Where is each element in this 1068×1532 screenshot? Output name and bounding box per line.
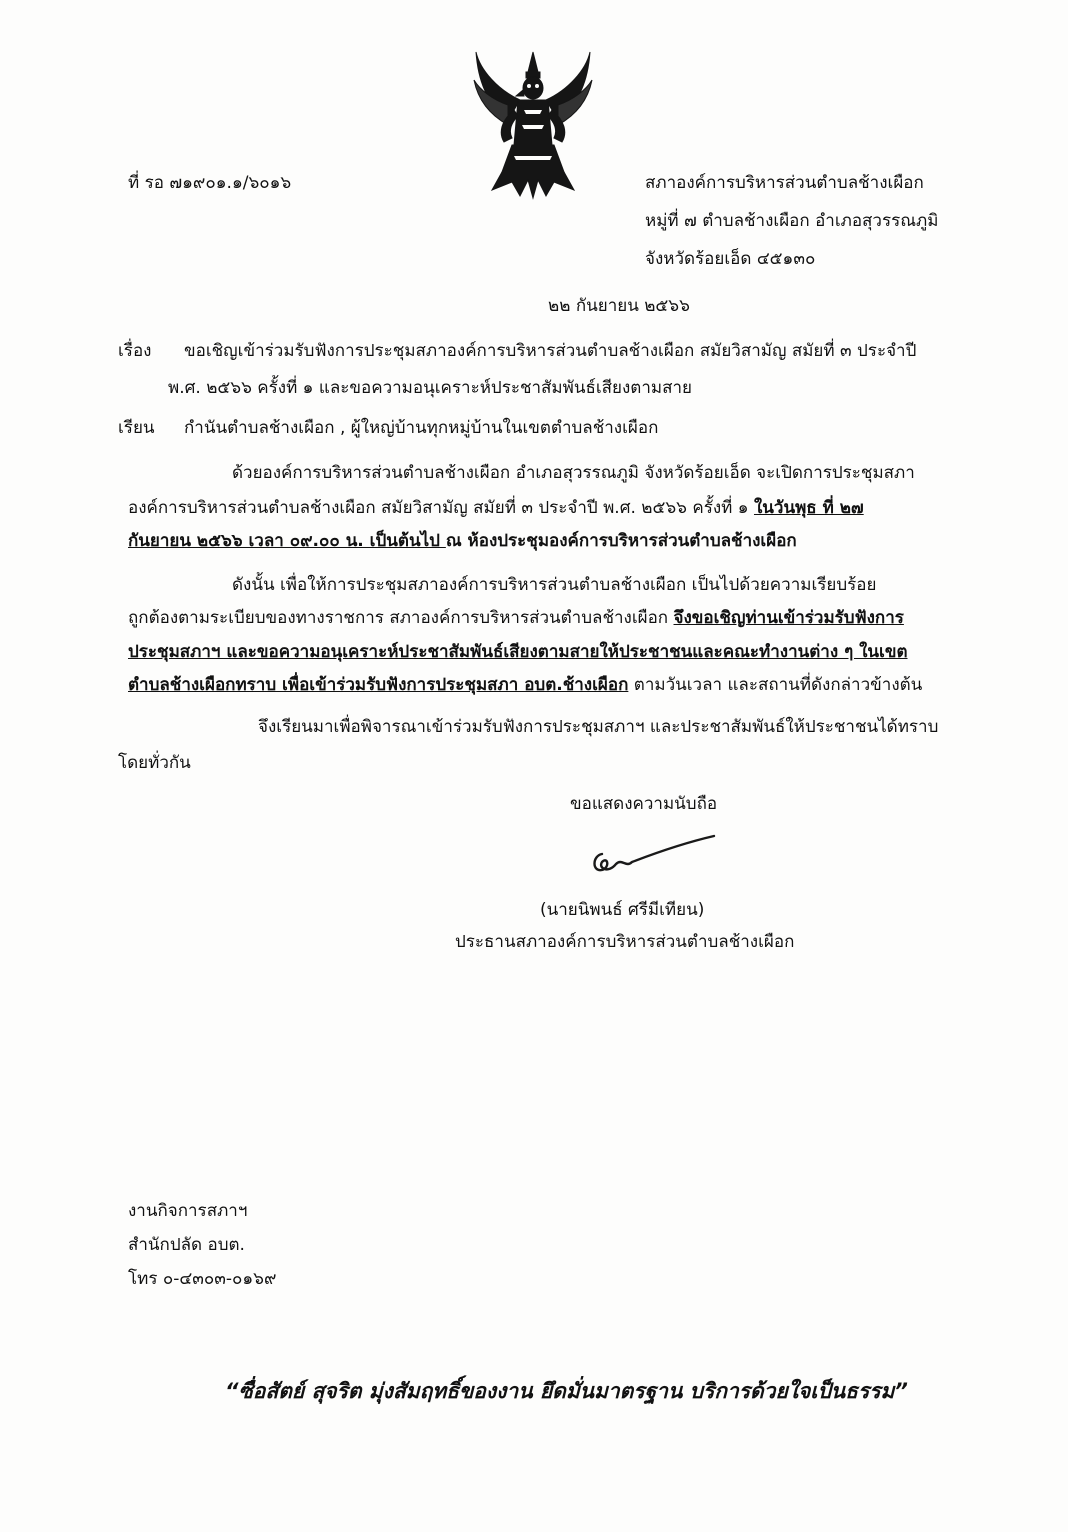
org-name: สภาองค์การบริหารส่วนตำบลช้างเผือก [645, 173, 924, 193]
letter-date: ๒๒ กันยายน ๒๕๖๖ [548, 296, 690, 316]
body-p3-line-2: โดยทั่วกัน [118, 753, 191, 773]
org-address-line: หมู่ที่ ๗ ตำบลช้างเผือก อำเภอสุวรรณภูมิ [645, 211, 939, 231]
footer-phone: โทร ๐-๔๓๐๓-๐๑๖๙ [128, 1269, 277, 1289]
meeting-time-emphasis: กันยายน ๒๕๖๖ เวลา ๐๙.๐๐ น. เป็นต้นไป [128, 531, 446, 551]
org-province-line: จังหวัดร้อยเอ็ด ๔๕๑๓๐ [645, 249, 816, 269]
invitation-emphasis-2: ประชุมสภาฯ และขอความอนุเคราะห์ประชาสัมพันธ์เสียงตามสายให้ประชาชนและคณะทำงานต่าง ๆ ในเขต [128, 642, 908, 662]
body-p3-line-1: จึงเรียนมาเพื่อพิจารณาเข้าร่วมรับฟังการประชุมสภาฯ และประชาสัมพันธ์ให้ประชาชนได้ทราบ [258, 717, 939, 737]
recipient-label: เรียน [118, 418, 155, 438]
body-p2-line-1: ดังนั้น เพื่อให้การประชุมสภาองค์การบริหารส่วนตำบลช้างเผือก เป็นไปด้วยความเรียบร้อย [232, 575, 877, 595]
organization-motto: “ซื่อสัตย์ สุจริต มุ่งสัมฤทธิ์ของงาน ยึดมั่นมาตรฐาน บริการด้วยใจเป็นธรรม” [225, 1379, 908, 1403]
body-p2-line-2-text: ถูกต้องตามระเบียบของทางราชการ สภาองค์การบริหารส่วนตำบลช้างเผือก [128, 608, 674, 628]
closing-regards: ขอแสดงความนับถือ [570, 794, 718, 814]
subject-line-1: ขอเชิญเข้าร่วมรับฟังการประชุมสภาองค์การบริหารส่วนตำบลช้างเผือก สมัยวิสามัญ สมัยที่ ๓ ประจำปี [184, 341, 917, 361]
invitation-emphasis-1: จึงขอเชิญท่านเข้าร่วมรับฟังการ [673, 608, 904, 628]
subject-label: เรื่อง [118, 341, 152, 361]
subject-line-2: พ.ศ. ๒๕๖๖ ครั้งที่ ๑ และขอความอนุเคราะห์ประชาสัมพันธ์เสียงตามสาย [168, 378, 692, 398]
reference-number: ที่ รอ ๗๑๙๐๑.๑/๖๐๑๖ [128, 173, 292, 193]
body-p1-line-2 [128, 497, 864, 519]
body-p1-line-3 [128, 530, 797, 552]
recipient-text: กำนันตำบลช้างเผือก , ผู้ใหญ่บ้านทุกหมู่บ้านในเขตตำบลช้างเผือก [184, 418, 659, 438]
organization-address [645, 172, 938, 286]
signature-icon [588, 832, 718, 882]
meeting-place: ณ ห้องประชุมองค์การบริหารส่วนตำบลช้างเผือก [445, 531, 797, 551]
signer-name: (นายนิพนธ์ ศรีมีเทียน) [540, 900, 705, 920]
body-p1-line-2-text: องค์การบริหารส่วนตำบลช้างเผือก สมัยวิสามัญ สมัยที่ ๓ ประจำปี พ.ศ. ๒๕๖๖ ครั้งที่ ๑ [128, 498, 754, 518]
body-p2-line-2 [128, 607, 904, 629]
body-p1-line-1: ด้วยองค์การบริหารส่วนตำบลช้างเผือก อำเภอสุวรรณภูมิ จังหวัดร้อยเอ็ด จะเปิดการประชุมสภา [232, 463, 915, 483]
meeting-day-emphasis: ในวันพุธ ที่ ๒๗ [753, 498, 864, 518]
garuda-emblem-icon [468, 50, 598, 200]
footer-department: งานกิจการสภาฯ [128, 1201, 248, 1221]
signer-title: ประธานสภาองค์การบริหารส่วนตำบลช้างเผือก [455, 932, 795, 952]
footer-office: สำนักปลัด อบต. [128, 1235, 245, 1255]
body-p2-line-4-text: ตามวันเวลา และสถานที่ดังกล่าวข้างต้น [628, 675, 923, 695]
body-p2-line-4 [128, 674, 922, 696]
invitation-emphasis-3: ตำบลช้างเผือกทราบ เพื่อเข้าร่วมรับฟังการประชุมสภา อบต.ช้างเผือก [128, 675, 629, 695]
